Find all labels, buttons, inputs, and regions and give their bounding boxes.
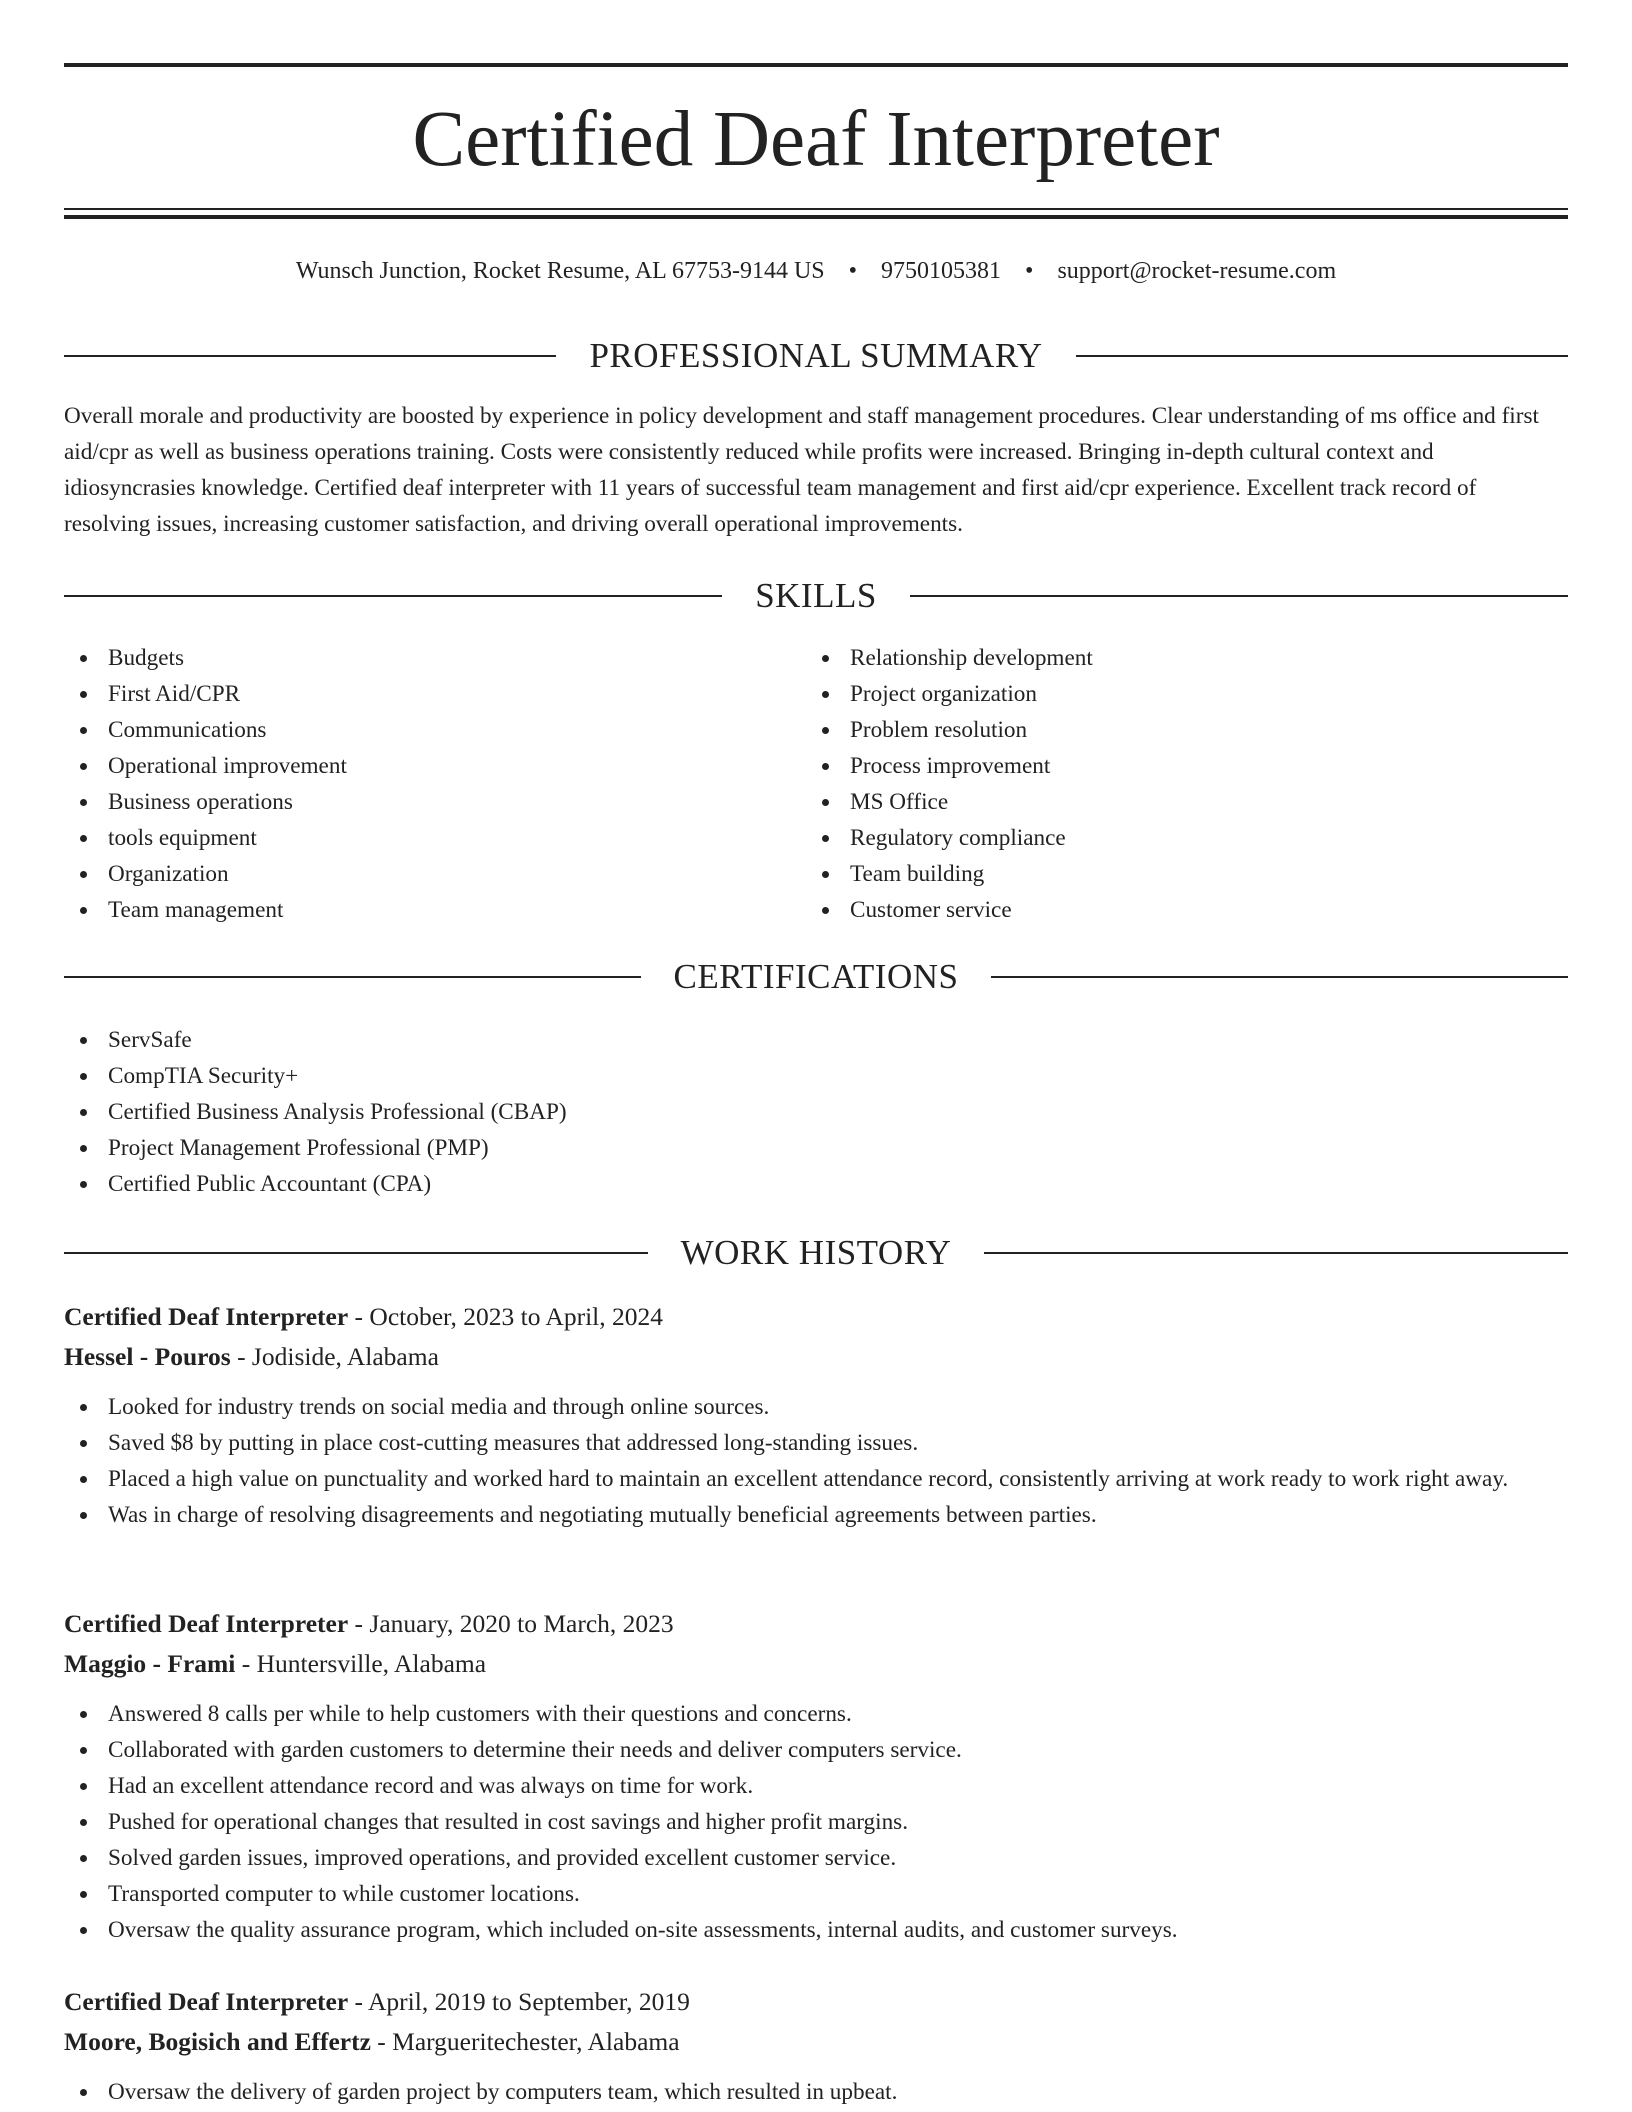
summary-heading: PROFESSIONAL SUMMARY — [589, 336, 1043, 375]
section-rule-right — [984, 1252, 1568, 1254]
job-bullet: Pushed for operational changes that resulted in cost savings and higher profit margins. — [64, 1804, 1568, 1840]
job-bullet: Transported computer to while customer locations. — [64, 1876, 1568, 1912]
job-title-line — [64, 1297, 1568, 1337]
job-bullet: Oversaw the quality assurance program, which included on-site assessments, internal audits, and customer surveys. — [64, 1912, 1568, 1948]
job-entry — [64, 1604, 1568, 1948]
job-bullet: Saved $8 by putting in place cost-cutting measures that addressed long-standing issues. — [64, 1425, 1568, 1461]
certification-item: Certified Public Accountant (CPA) — [64, 1166, 1568, 1202]
skill-item: Organization — [64, 856, 806, 892]
job-bullets — [64, 1696, 1568, 1948]
skill-item: tools equipment — [64, 820, 806, 856]
contact-separator: • — [1025, 258, 1034, 284]
job-bullet: Solved garden issues, improved operations, and provided excellent customer service. — [64, 1840, 1568, 1876]
job-title-line — [64, 1982, 1568, 2022]
job-dates: - April, 2019 to September, 2019 — [348, 1987, 690, 2016]
job-company: Hessel - Pouros — [64, 1342, 231, 1371]
work-history-heading: WORK HISTORY — [680, 1233, 952, 1272]
job-bullet: Looked for industry trends on social media and through online sources. — [64, 1389, 1568, 1425]
contact-separator: • — [848, 258, 858, 284]
certification-item: CompTIA Security+ — [64, 1058, 1568, 1094]
job-title: Certified Deaf Interpreter — [64, 1302, 349, 1331]
skill-item: Project organization — [806, 676, 1568, 712]
job-bullet: Answered 8 calls per while to help customers with their questions and concerns. — [64, 1696, 1568, 1732]
skill-item: Customer service — [806, 892, 1568, 928]
skills-list-right — [806, 640, 1568, 928]
job-company: Moore, Bogisich and Effertz — [64, 2027, 371, 2056]
job-title: Certified Deaf Interpreter — [64, 1609, 349, 1638]
contact-address: Wunsch Junction, Rocket Resume, AL 67753-9144 US — [295, 258, 825, 284]
certification-item: Project Management Professional (PMP) — [64, 1130, 1568, 1166]
skill-item: Relationship development — [806, 640, 1568, 676]
job-location: - Margueritechester, Alabama — [370, 2027, 680, 2056]
summary-section-header — [64, 334, 1568, 378]
skill-item: Operational improvement — [64, 748, 806, 784]
skill-item: First Aid/CPR — [64, 676, 806, 712]
certification-item: ServSafe — [64, 1022, 1568, 1058]
certification-item: Certified Business Analysis Professional (CBAP) — [64, 1094, 1568, 1130]
summary-text: Overall morale and productivity are boosted by experience in policy development and staff management procedures. Clear understanding of ms office and first aid/cpr as well as business operations training. Costs were consistently reduced while profits were increased. Bringing in-depth cultural context and idiosyncrasies knowledge. Certified deaf interpreter with 11 years of successful team management and first aid/cpr experience. Excellent track record of resolving issues, increasing customer satisfaction, and driving overall operational improvements. — [64, 403, 1539, 537]
skills-list-left — [64, 640, 806, 928]
job-bullets — [64, 2074, 1568, 2110]
skill-item: Business operations — [64, 784, 806, 820]
skill-item: Team management — [64, 892, 806, 928]
work-history-section-header — [64, 1231, 1568, 1275]
job-title-line — [64, 1604, 1568, 1644]
section-rule-left — [64, 1252, 648, 1254]
skill-item: Team building — [806, 856, 1568, 892]
certifications-heading: CERTIFICATIONS — [673, 957, 959, 996]
skills-column-left — [64, 640, 806, 928]
job-bullet: Had an excellent attendance record and was always on time for work. — [64, 1768, 1568, 1804]
contact-phone: 9750105381 — [881, 258, 1002, 284]
job-company-line — [64, 1337, 1568, 1377]
skill-item: MS Office — [806, 784, 1568, 820]
job-location: - Huntersville, Alabama — [235, 1649, 487, 1678]
job-bullet: Placed a high value on punctuality and worked hard to maintain an excellent attendance record, consistently arriving at work ready to work right away. — [64, 1461, 1568, 1497]
certifications-block — [64, 1022, 1568, 1202]
certifications-section-header — [64, 955, 1568, 999]
skill-item: Budgets — [64, 640, 806, 676]
job-title: Certified Deaf Interpreter — [64, 1987, 349, 2016]
certifications-list — [64, 1022, 1568, 1202]
job-location: - Jodiside, Alabama — [230, 1342, 439, 1371]
section-rule-right — [991, 976, 1568, 978]
job-entry — [64, 1982, 1568, 2110]
contact-email: support@rocket-resume.com — [1057, 258, 1337, 284]
job-bullets — [64, 1389, 1568, 1533]
skill-item: Problem resolution — [806, 712, 1568, 748]
section-rule-right — [1076, 355, 1568, 357]
job-bullet: Was in charge of resolving disagreements and negotiating mutually beneficial agreements between parties. — [64, 1497, 1568, 1533]
section-rule-left — [64, 976, 641, 978]
header-top-rule — [64, 63, 1568, 67]
section-rule-right — [910, 595, 1568, 597]
job-company: Maggio - Frami — [64, 1649, 236, 1678]
job-dates: - October, 2023 to April, 2024 — [348, 1302, 664, 1331]
skills-column-right — [806, 640, 1568, 928]
skill-item: Process improvement — [806, 748, 1568, 784]
resume-title: Certified Deaf Interpreter — [412, 96, 1220, 183]
job-bullet: Collaborated with garden customers to determine their needs and deliver computers service. — [64, 1732, 1568, 1768]
job-entry — [64, 1297, 1568, 1533]
job-bullet: Oversaw the delivery of garden project by computers team, which resulted in upbeat. — [64, 2074, 1568, 2110]
section-rule-left — [64, 595, 722, 597]
skill-item: Regulatory compliance — [806, 820, 1568, 856]
skills-section-header — [64, 574, 1568, 618]
job-company-line — [64, 1644, 1568, 1684]
contact-line — [64, 252, 1568, 290]
skill-item: Communications — [64, 712, 806, 748]
job-company-line — [64, 2022, 1568, 2062]
header-double-rule-lower — [64, 215, 1568, 219]
job-dates: - January, 2020 to March, 2023 — [348, 1609, 674, 1638]
skills-heading: SKILLS — [755, 576, 877, 615]
header-double-rule-upper — [64, 208, 1568, 210]
section-rule-left — [64, 355, 556, 357]
